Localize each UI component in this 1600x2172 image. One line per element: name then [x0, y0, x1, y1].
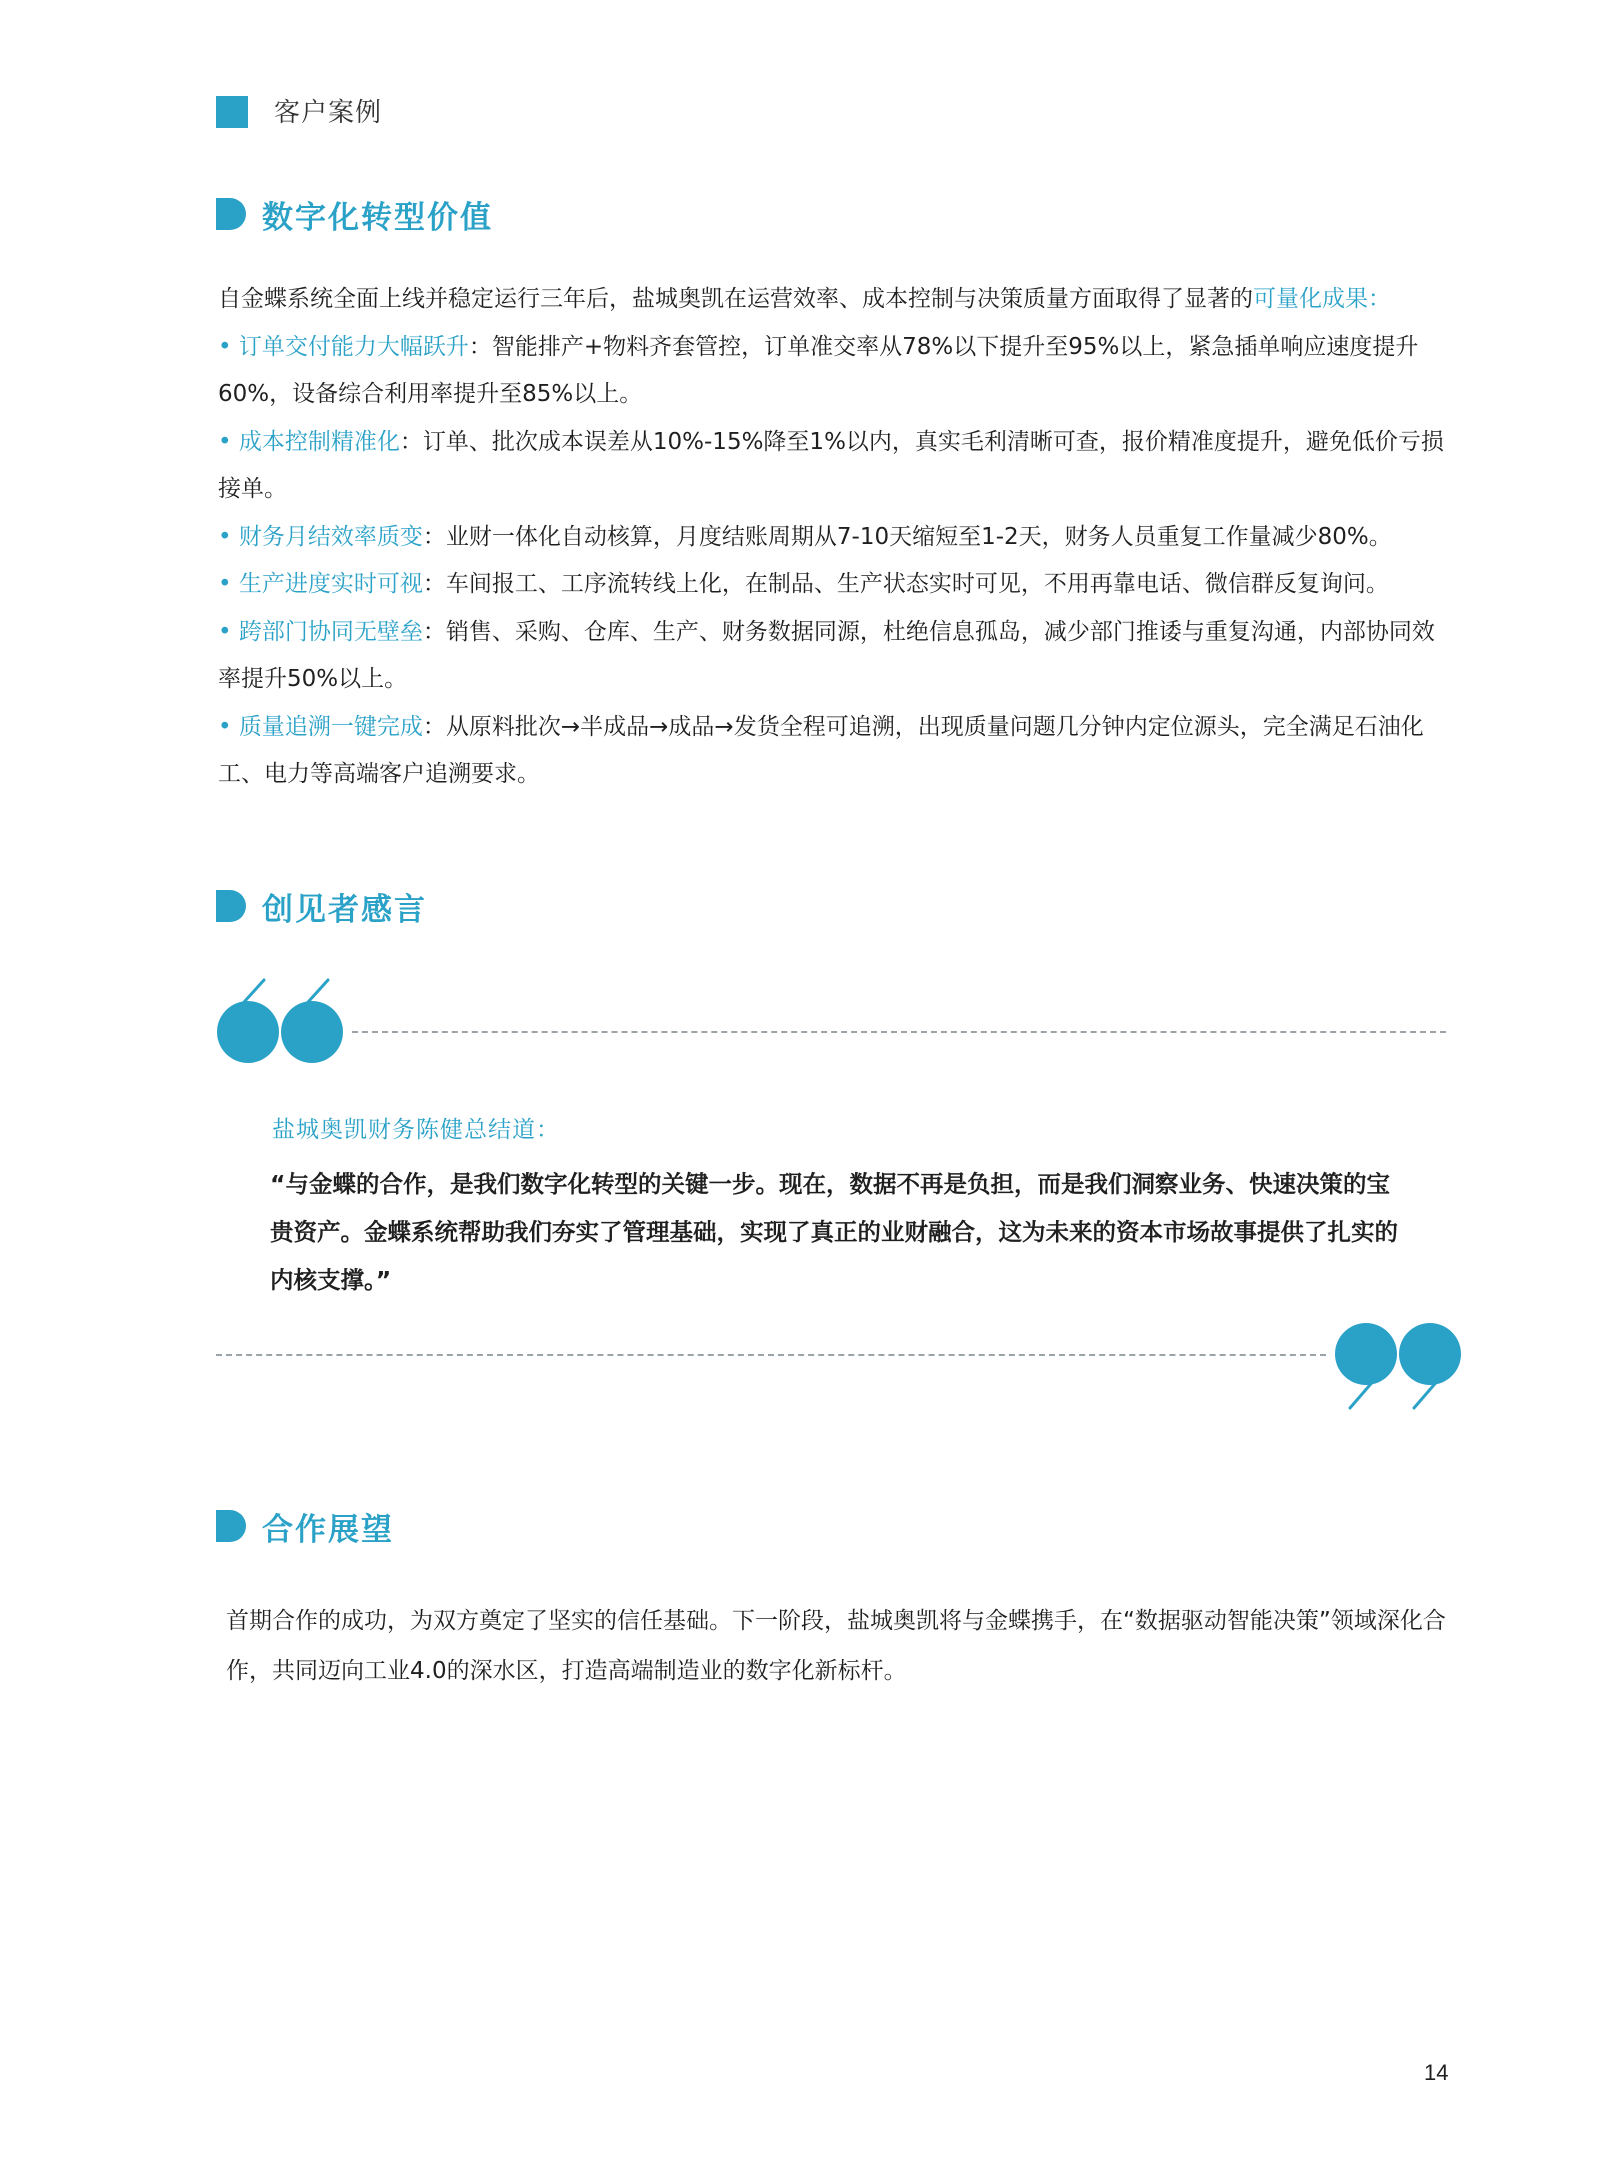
- section-heading-outlook: [216, 1506, 394, 1546]
- bullet-title: • 财务月结效率质变: [218, 523, 423, 550]
- bullet-title: • 质量追溯一键完成: [218, 713, 423, 740]
- close-quote-icon: [1328, 1320, 1464, 1412]
- divider-dashed: [352, 1031, 1446, 1033]
- header-square-icon: [216, 96, 248, 128]
- transformation-body: [218, 276, 1450, 799]
- rounded-tab-icon: [216, 1510, 246, 1542]
- bullet-text: ：车间报工、工序流转线上化，在制品、生产状态实时可见，不用再靠电话、微信群反复询问。: [422, 571, 1389, 597]
- bullet-text: ：订单、批次成本误差从10%-15%降至1%以内，真实毛利清晰可查，报价精准度提升，避免低价亏损接单。: [218, 428, 1444, 502]
- section-title: 合作展望: [262, 1511, 394, 1548]
- bullet-text: ：从原料批次→半成品→成品→发货全程可追溯，出现质量问题几分钟内定位源头，完全满足石油化工、电力等高端客户追溯要求。: [218, 713, 1424, 787]
- list-item: [218, 609, 1450, 704]
- section-title: 数字化转型价值: [262, 199, 493, 236]
- quote-author: 盐城奥凯财务陈健总结道：: [272, 1117, 560, 1143]
- bullet-title: • 成本控制精准化: [218, 428, 400, 455]
- section-heading-transformation: [216, 194, 493, 234]
- list-item: [218, 419, 1450, 514]
- intro-paragraph: [218, 276, 1450, 324]
- quote-text: “与金蝶的合作，是我们数字化转型的关键一步。现在，数据不再是负担，而是我们洞察业务、快速决策的宝贵资产。金蝶系统帮助我们夯实了管理基础，实现了真正的业财融合，这为未来的资本市场故事提供了扎实的内核支撑。”: [270, 1170, 1398, 1294]
- list-item: [218, 561, 1450, 609]
- bullet-text: ：销售、采购、仓库、生产、财务数据同源，杜绝信息孤岛，减少部门推诿与重复沟通，内部协同效率提升50%以上。: [218, 618, 1435, 692]
- page-number: 14: [1424, 2060, 1449, 2085]
- outlook-paragraph: 首期合作的成功，为双方奠定了坚实的信任基础。下一阶段，盐城奥凯将与金蝶携手，在“数据驱动智能决策”领域深化合作，共同迈向工业4.0的深水区，打造高端制造业的数字化新标杆。: [226, 1608, 1446, 1684]
- open-quote-icon: [214, 976, 350, 1064]
- bullet-text: ：业财一体化自动核算，月度结账周期从7-10天缩短至1-2天，财务人员重复工作量减少80%。: [422, 523, 1392, 550]
- section-title: 创见者感言: [262, 891, 427, 928]
- bullet-title: • 订单交付能力大幅跃升: [218, 333, 469, 360]
- list-item: [218, 324, 1450, 419]
- bullet-text: ：智能排产+物料齐套管控，订单准交率从78%以下提升至95%以上，紧急插单响应速度提升60%，设备综合利用率提升至85%以上。: [218, 333, 1419, 407]
- divider-dashed: [216, 1354, 1326, 1356]
- intro-text: 自金蝶系统全面上线并稳定运行三年后，盐城奥凯在运营效率、成本控制与决策质量方面取得了显著的: [218, 286, 1253, 312]
- intro-highlight: 可量化成果：: [1253, 286, 1391, 312]
- rounded-tab-icon: [216, 890, 246, 922]
- bullet-title: • 跨部门协同无壁垒: [218, 618, 423, 645]
- list-item: [218, 704, 1450, 799]
- section-heading-testimonial: [216, 886, 427, 926]
- bullet-title: • 生产进度实时可视: [218, 571, 423, 597]
- header-label: 客户案例: [274, 98, 383, 128]
- rounded-tab-icon: [216, 198, 246, 230]
- list-item: [218, 514, 1450, 562]
